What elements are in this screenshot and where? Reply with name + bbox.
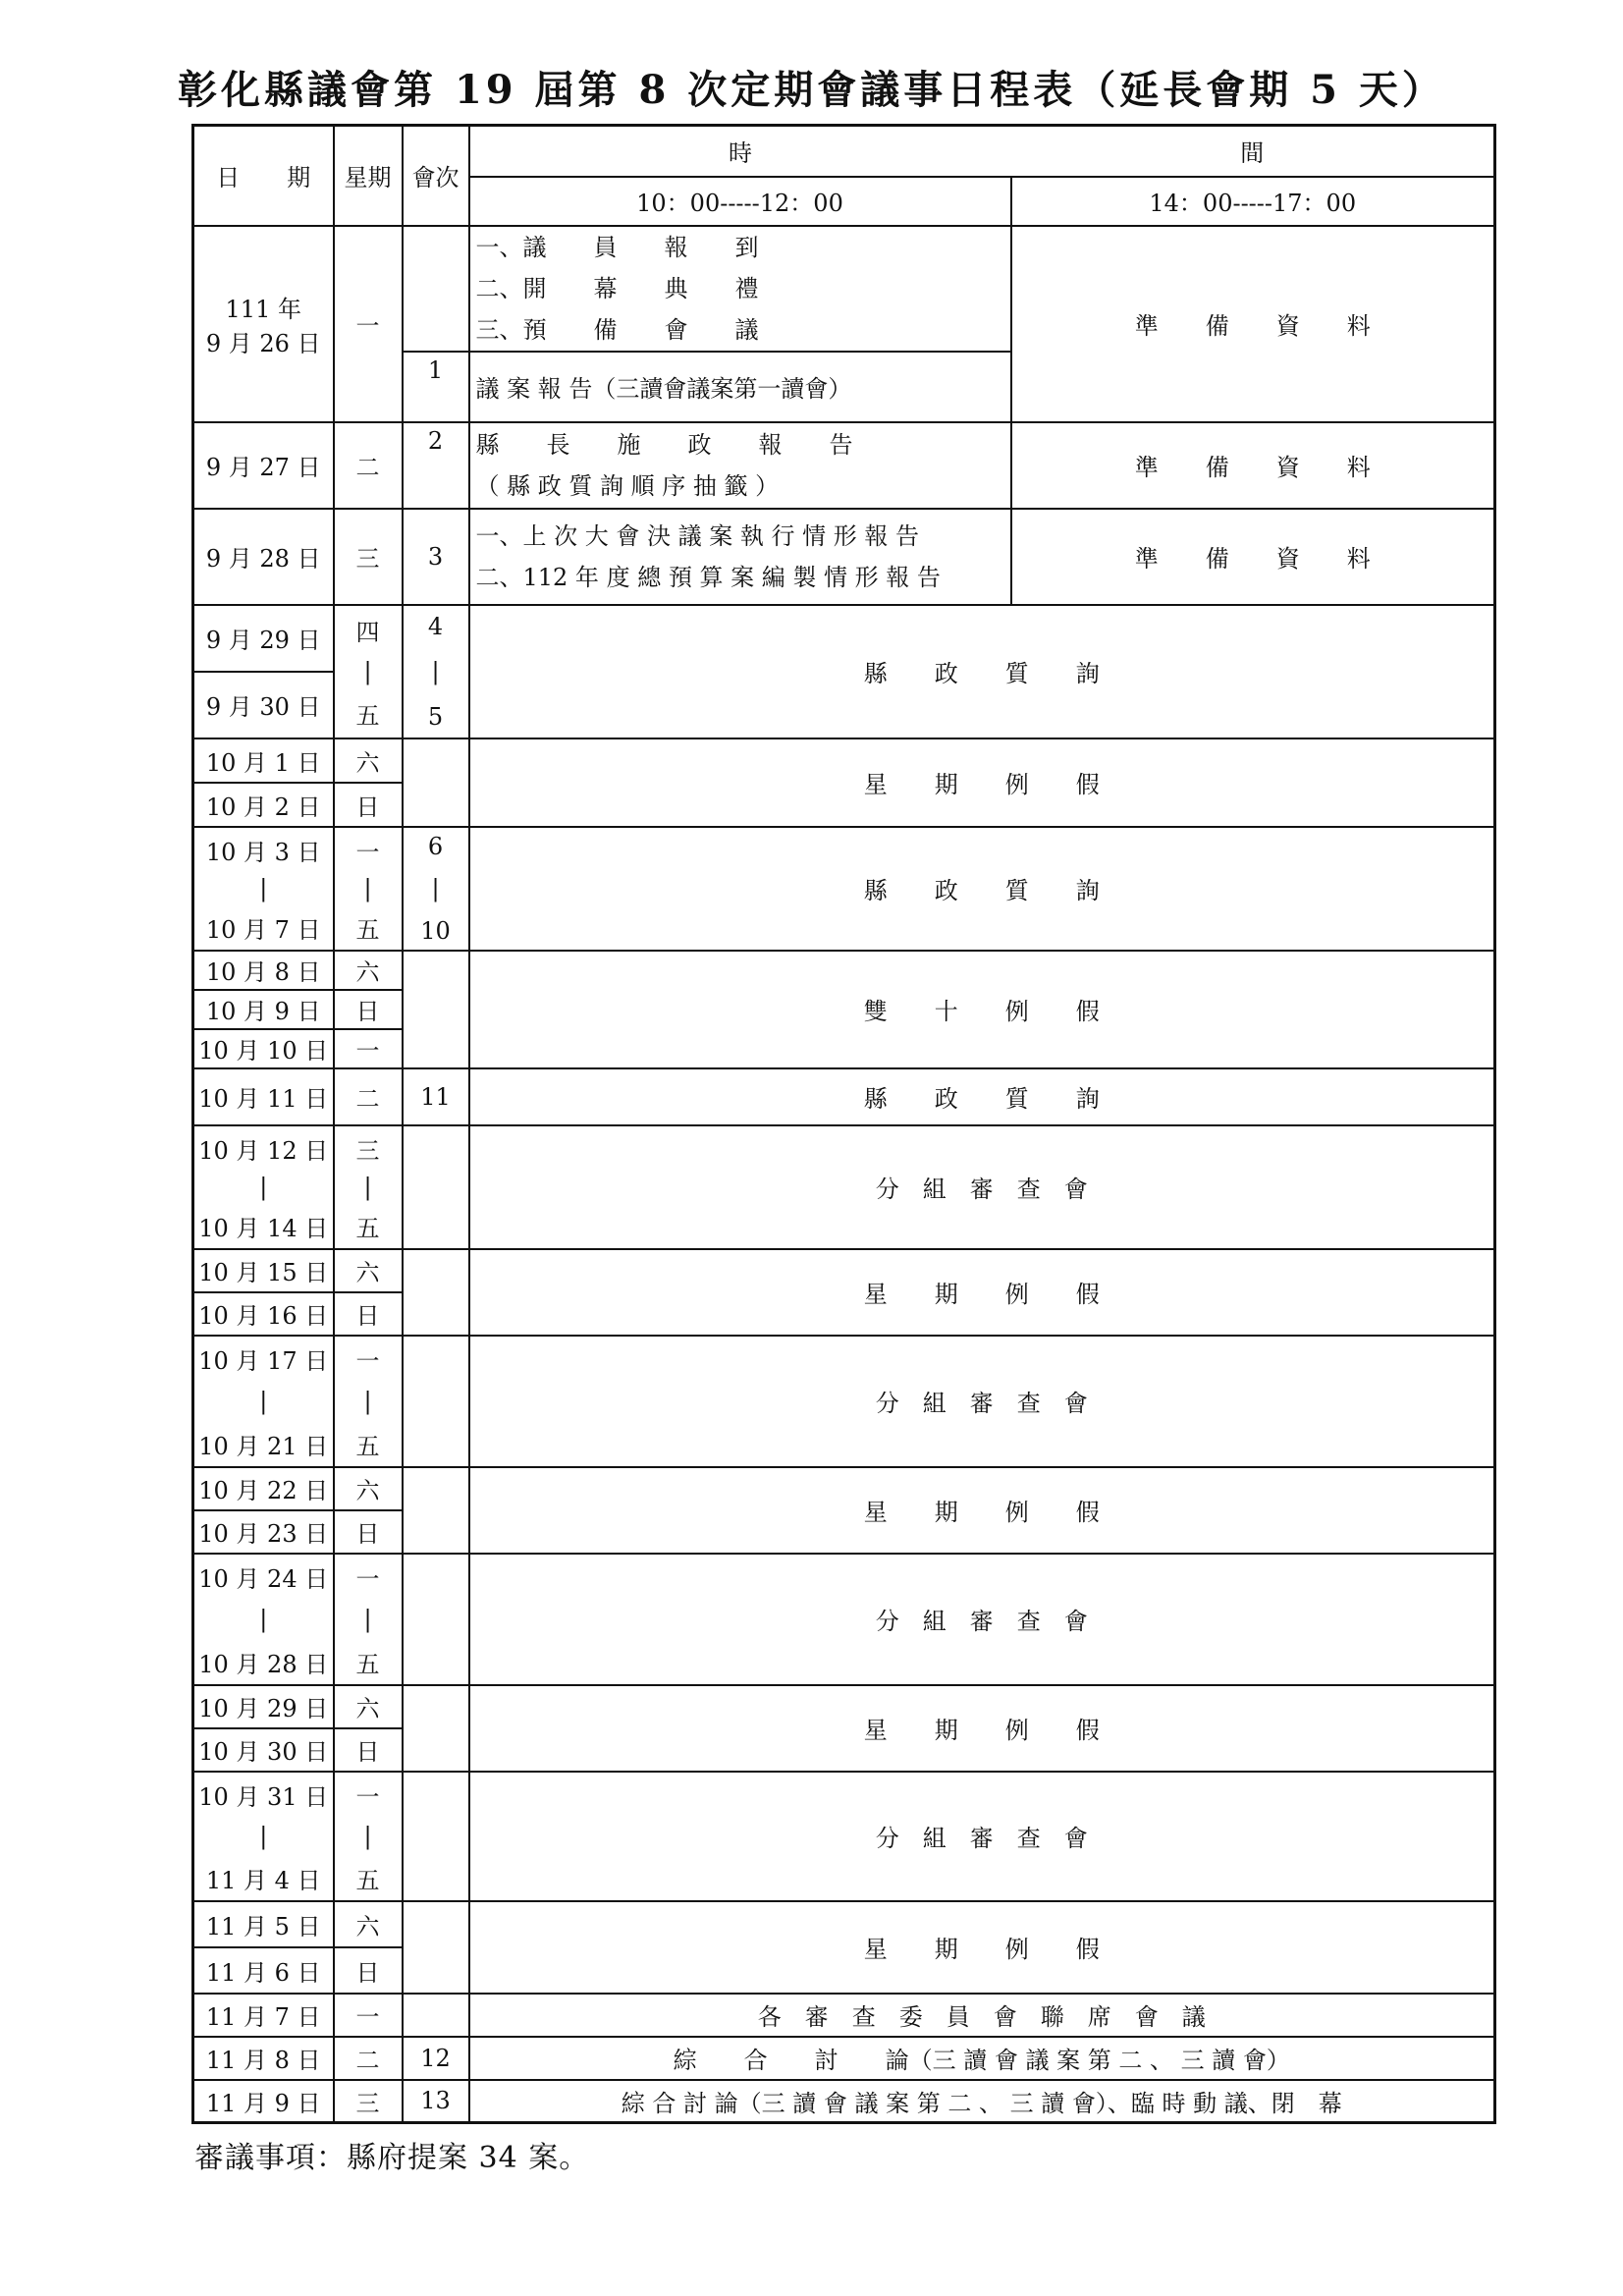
range-bar: |	[259, 1822, 268, 1850]
row-session: 11	[403, 1068, 469, 1125]
row-session	[403, 951, 469, 1068]
row-session	[403, 1685, 469, 1772]
row-date: 11 月 7 日	[193, 1994, 334, 2037]
row-weekday	[334, 1772, 403, 1901]
row-weekday	[334, 1554, 403, 1685]
row-afternoon: 準 備 資 料	[1011, 422, 1495, 509]
row-session	[403, 827, 469, 951]
row-session: 2	[403, 422, 469, 509]
weekday-start: 四	[355, 618, 380, 646]
row-date: 9 月 29 日	[193, 605, 334, 672]
weekday-end: 五	[355, 1214, 380, 1242]
row-weekday: 六	[334, 1467, 403, 1510]
row-afternoon: 準 備 資 料	[1011, 509, 1495, 605]
row-weekday: 六	[334, 1249, 403, 1292]
row-weekday: 二	[334, 422, 403, 509]
row-weekday: 六	[334, 1901, 403, 1947]
row-date: 10 月 15 日	[193, 1249, 334, 1292]
row-session: 13	[403, 2080, 469, 2123]
range-bar: |	[431, 657, 440, 685]
date-start: 10 月 3 日	[205, 838, 321, 866]
range-bar: |	[431, 874, 440, 902]
date-end: 10 月 7 日	[205, 915, 321, 944]
row-date: 10 月 8 日	[193, 951, 334, 990]
row-date: 10 月 16 日	[193, 1292, 334, 1336]
row-date: 10 月 23 日	[193, 1510, 334, 1554]
date-end: 10 月 28 日	[198, 1650, 329, 1678]
row-weekday: 日	[334, 1728, 403, 1772]
row-session	[403, 1336, 469, 1467]
range-bar: |	[363, 657, 372, 685]
session-end: 10	[420, 916, 451, 945]
row-date	[193, 226, 334, 422]
row-session	[403, 1249, 469, 1336]
row-date: 10 月 1 日	[193, 738, 334, 783]
row-date: 11 月 5 日	[193, 1901, 334, 1947]
weekday-start: 三	[355, 1136, 380, 1165]
weekday-start: 一	[355, 1564, 380, 1593]
row-event: 縣 政 質 詢	[469, 1068, 1495, 1125]
weekday-end: 五	[355, 1650, 380, 1678]
row-session: 3	[403, 509, 469, 605]
row-weekday	[334, 1125, 403, 1249]
schedule-table	[191, 124, 1496, 2124]
row-session: 12	[403, 2037, 469, 2080]
row-date: 10 月 22 日	[193, 1467, 334, 1510]
row-event: 分 組 審 查 會	[469, 1772, 1495, 1901]
row-afternoon: 準 備 資 料	[1011, 226, 1495, 422]
row-date: 9 月 27 日	[193, 422, 334, 509]
row-event: 綜 合 討 論（三 讀 會 議 案 第 二 、 三 讀 會）、臨 時 動 議、閉 幕	[469, 2080, 1495, 2123]
row-event: 分 組 審 查 會	[469, 1125, 1495, 1249]
date-end: 10 月 14 日	[198, 1214, 329, 1242]
weekday-start: 一	[355, 1782, 380, 1811]
row-weekday: 二	[334, 1068, 403, 1125]
row-date	[193, 1336, 334, 1467]
header-time-right: 間	[1011, 126, 1495, 177]
header-afternoon: 14：00-----17：00	[1011, 177, 1495, 226]
range-bar: |	[363, 1822, 372, 1850]
row-weekday: 日	[334, 783, 403, 827]
row-date: 11 月 6 日	[193, 1947, 334, 1994]
row-date: 9 月 28 日	[193, 509, 334, 605]
row-weekday: 日	[334, 1947, 403, 1994]
row-date: 9 月 30 日	[193, 672, 334, 738]
row-date: 11 月 9 日	[193, 2080, 334, 2123]
session-start: 6	[427, 832, 444, 860]
row-event: 綜 合 討 論（三 讀 會 議 案 第 二 、 三 讀 會）	[469, 2037, 1495, 2080]
session-end: 5	[427, 702, 444, 731]
row-event: 縣 政 質 詢	[469, 605, 1495, 738]
row-date: 11 月 8 日	[193, 2037, 334, 2080]
row-date	[193, 1554, 334, 1685]
date-day: 9 月 26 日	[205, 329, 321, 357]
row-weekday: 日	[334, 1510, 403, 1554]
header-time-left: 時	[469, 126, 1011, 177]
weekday-end: 五	[355, 915, 380, 944]
weekday-end: 五	[355, 1866, 380, 1894]
row-weekday: 三	[334, 2080, 403, 2123]
range-bar: |	[259, 1173, 268, 1201]
row-morning-items	[469, 422, 1011, 509]
row-morning-item: 議 案 報 告（三讀會議案第一讀會）	[469, 352, 1011, 422]
row-session	[403, 1467, 469, 1554]
row-event: 星 期 例 假	[469, 1467, 1495, 1554]
row-event: 星 期 例 假	[469, 1685, 1495, 1772]
row-weekday: 二	[334, 2037, 403, 2080]
row-weekday	[334, 1336, 403, 1467]
row-session	[403, 1994, 469, 2037]
list-item: 一、上 次 大 會 決 議 案 執 行 情 形 報 告	[475, 521, 920, 550]
review-note: 審議事項：縣府提案 34 案。	[194, 2141, 590, 2175]
header-weekday: 星期	[334, 126, 403, 226]
row-date: 10 月 11 日	[193, 1068, 334, 1125]
weekday-end: 五	[355, 1432, 380, 1460]
date-year: 111 年	[225, 295, 301, 323]
list-item: 二、開 幕 典 禮	[475, 274, 759, 302]
row-weekday	[334, 827, 403, 951]
row-event: 分 組 審 查 會	[469, 1336, 1495, 1467]
row-date: 10 月 2 日	[193, 783, 334, 827]
range-bar: |	[259, 874, 268, 902]
header-morning: 10：00-----12：00	[469, 177, 1011, 226]
date-start: 10 月 12 日	[198, 1136, 329, 1165]
row-weekday: 六	[334, 951, 403, 990]
range-bar: |	[363, 1173, 372, 1201]
row-session	[403, 605, 469, 738]
range-bar: |	[363, 1605, 372, 1633]
list-item: （ 縣 政 質 詢 順 序 抽 籤 ）	[475, 471, 780, 500]
weekday-end: 五	[355, 701, 380, 730]
row-event: 星 期 例 假	[469, 738, 1495, 827]
date-end: 10 月 21 日	[198, 1432, 329, 1460]
date-start: 10 月 24 日	[198, 1564, 329, 1593]
row-date: 10 月 29 日	[193, 1685, 334, 1728]
row-session	[403, 1901, 469, 1994]
range-bar: |	[363, 874, 372, 902]
row-event: 雙 十 例 假	[469, 951, 1495, 1068]
row-session	[403, 1554, 469, 1685]
row-session	[403, 1772, 469, 1901]
header-session: 會次	[403, 126, 469, 226]
row-session	[403, 738, 469, 827]
range-bar: |	[363, 1387, 372, 1415]
row-session	[403, 1125, 469, 1249]
date-start: 10 月 17 日	[198, 1346, 329, 1375]
session-start: 4	[427, 612, 444, 640]
list-item: 縣 長 施 政 報 告	[475, 430, 853, 459]
page-title: 彰化縣議會第 19 屆第 8 次定期會議事日程表（延長會期 5 天）	[178, 67, 1445, 113]
row-event: 星 期 例 假	[469, 1249, 1495, 1336]
row-weekday: 六	[334, 1685, 403, 1728]
list-item: 一、議 員 報 到	[475, 233, 759, 261]
range-bar: |	[259, 1605, 268, 1633]
row-date: 10 月 9 日	[193, 990, 334, 1029]
row-weekday: 日	[334, 990, 403, 1029]
row-weekday: 一	[334, 1994, 403, 2037]
date-start: 10 月 31 日	[198, 1782, 329, 1811]
row-morning-items	[469, 226, 1011, 352]
row-event: 各 審 查 委 員 會 聯 席 會 議	[469, 1994, 1495, 2037]
row-session	[403, 226, 469, 352]
row-weekday: 一	[334, 1029, 403, 1068]
row-weekday: 三	[334, 509, 403, 605]
row-event: 星 期 例 假	[469, 1901, 1495, 1994]
header-date: 日 期	[193, 126, 334, 226]
row-date	[193, 827, 334, 951]
row-weekday: 日	[334, 1292, 403, 1336]
row-event: 縣 政 質 詢	[469, 827, 1495, 951]
row-session: 1	[403, 352, 469, 422]
list-item: 三、預 備 會 議	[475, 315, 759, 344]
list-item: 二、112 年 度 總 預 算 案 編 製 情 形 報 告	[475, 563, 941, 591]
row-date	[193, 1125, 334, 1249]
row-date: 10 月 10 日	[193, 1029, 334, 1068]
date-end: 11 月 4 日	[205, 1866, 321, 1894]
weekday-start: 一	[355, 838, 380, 866]
weekday-start: 一	[355, 1346, 380, 1375]
row-weekday: 一	[334, 226, 403, 422]
row-date: 10 月 30 日	[193, 1728, 334, 1772]
row-weekday: 六	[334, 738, 403, 783]
row-event: 分 組 審 查 會	[469, 1554, 1495, 1685]
row-morning-items	[469, 509, 1011, 605]
row-date	[193, 1772, 334, 1901]
row-weekday	[334, 605, 403, 738]
range-bar: |	[259, 1387, 268, 1415]
